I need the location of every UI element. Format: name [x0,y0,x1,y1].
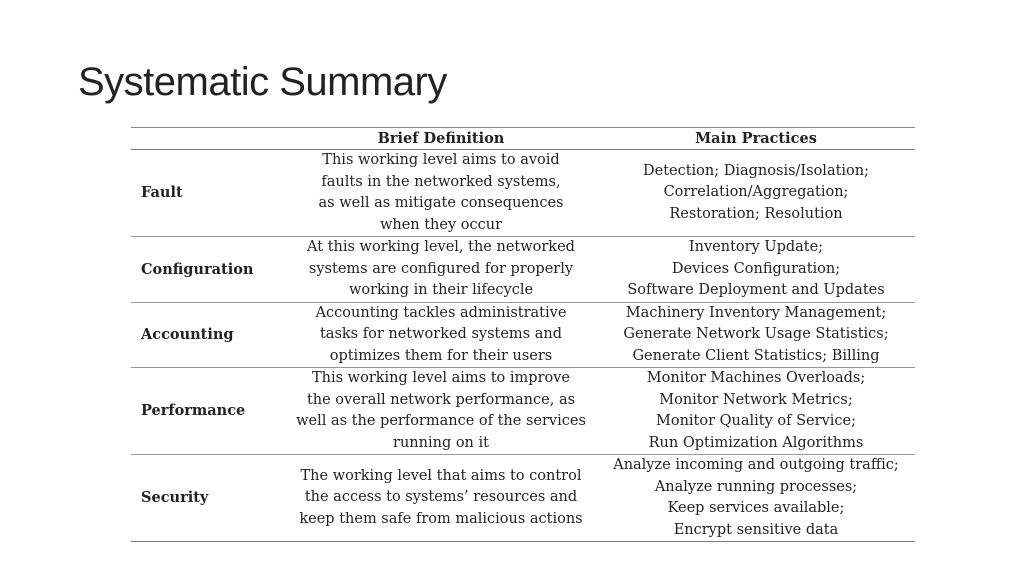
definition-line: optimizes them for their users [329,347,553,364]
practices-cell [597,150,915,237]
practices-cell [597,368,915,455]
practice-line: Correlation/Aggregation; [663,184,849,201]
header-main-practices: Main Practices [597,128,915,150]
practice-line: Devices Configuration; [671,260,841,277]
definition-cell [285,302,597,368]
definition-line: Accounting tackles administrative [315,304,567,321]
practice-line: Monitor Network Metrics; [659,391,853,408]
category-cell: Performance [131,368,285,455]
category-cell: Accounting [131,302,285,368]
definition-line: as well as mitigate consequences [318,195,564,211]
definition-line: when they occur [379,216,503,233]
practice-line: Generate Network Usage Statistics; [623,326,889,342]
category-cell: Fault [131,150,285,237]
definition-line: faults in the networked systems, [321,173,561,190]
practice-line: Keep services available; [667,500,845,516]
category-cell: Security [131,455,285,542]
table-row-fault [131,150,915,237]
definition-line: well as the performance of the services [296,413,586,429]
practice-line: Monitor Machines Overloads; [646,370,866,386]
practices-cell [597,237,915,303]
definition-line: tasks for networked systems and [319,326,562,342]
table-row-security [131,455,915,542]
category-cell: Configuration [131,237,285,303]
definition-cell [285,237,597,303]
table-row-configuration [131,237,915,303]
practice-line: Software Deployment and Updates [627,282,885,298]
practice-line: Detection; Diagnosis/Isolation; [642,162,870,179]
summary-table [131,127,915,542]
definition-cell [285,150,597,237]
definition-line: systems are configured for properly [308,260,574,277]
definition-line: the access to systems’ resources and [304,489,578,506]
table-row-performance [131,368,915,455]
practice-line: Analyze incoming and outgoing traffic; [613,457,899,473]
practice-line: Restoration; Resolution [669,205,843,222]
practice-line: Inventory Update; [688,239,824,255]
practice-line: Machinery Inventory Management; [625,304,887,321]
table-row-accounting [131,302,915,368]
definition-line: The working level that aims to control [300,467,582,484]
header-brief-definition: Brief Definition [285,128,597,150]
definition-line: the overall network performance, as [306,391,576,408]
practice-line: Run Optimization Algorithms [648,434,864,451]
definition-cell [285,455,597,542]
definition-line: keep them safe from malicious actions [299,510,583,527]
practice-line: Generate Client Statistics; Billing [632,347,880,364]
definition-line: working in their lifecycle [348,282,534,298]
slide-title: Systematic Summary [78,60,447,104]
definition-line: running on it [393,434,489,451]
definition-cell [285,368,597,455]
definition-line: At this working level, the networked [307,239,575,255]
practice-line: Analyze running processes; [654,478,858,495]
practices-cell [597,455,915,542]
definition-line: This working level aims to improve [311,370,570,386]
table-header-row [131,128,915,150]
practice-line: Monitor Quality of Service; [656,413,856,429]
practices-cell [597,302,915,368]
practice-line: Encrypt sensitive data [673,521,839,538]
header-category [131,128,285,150]
definition-line: This working level aims to avoid [322,152,560,168]
